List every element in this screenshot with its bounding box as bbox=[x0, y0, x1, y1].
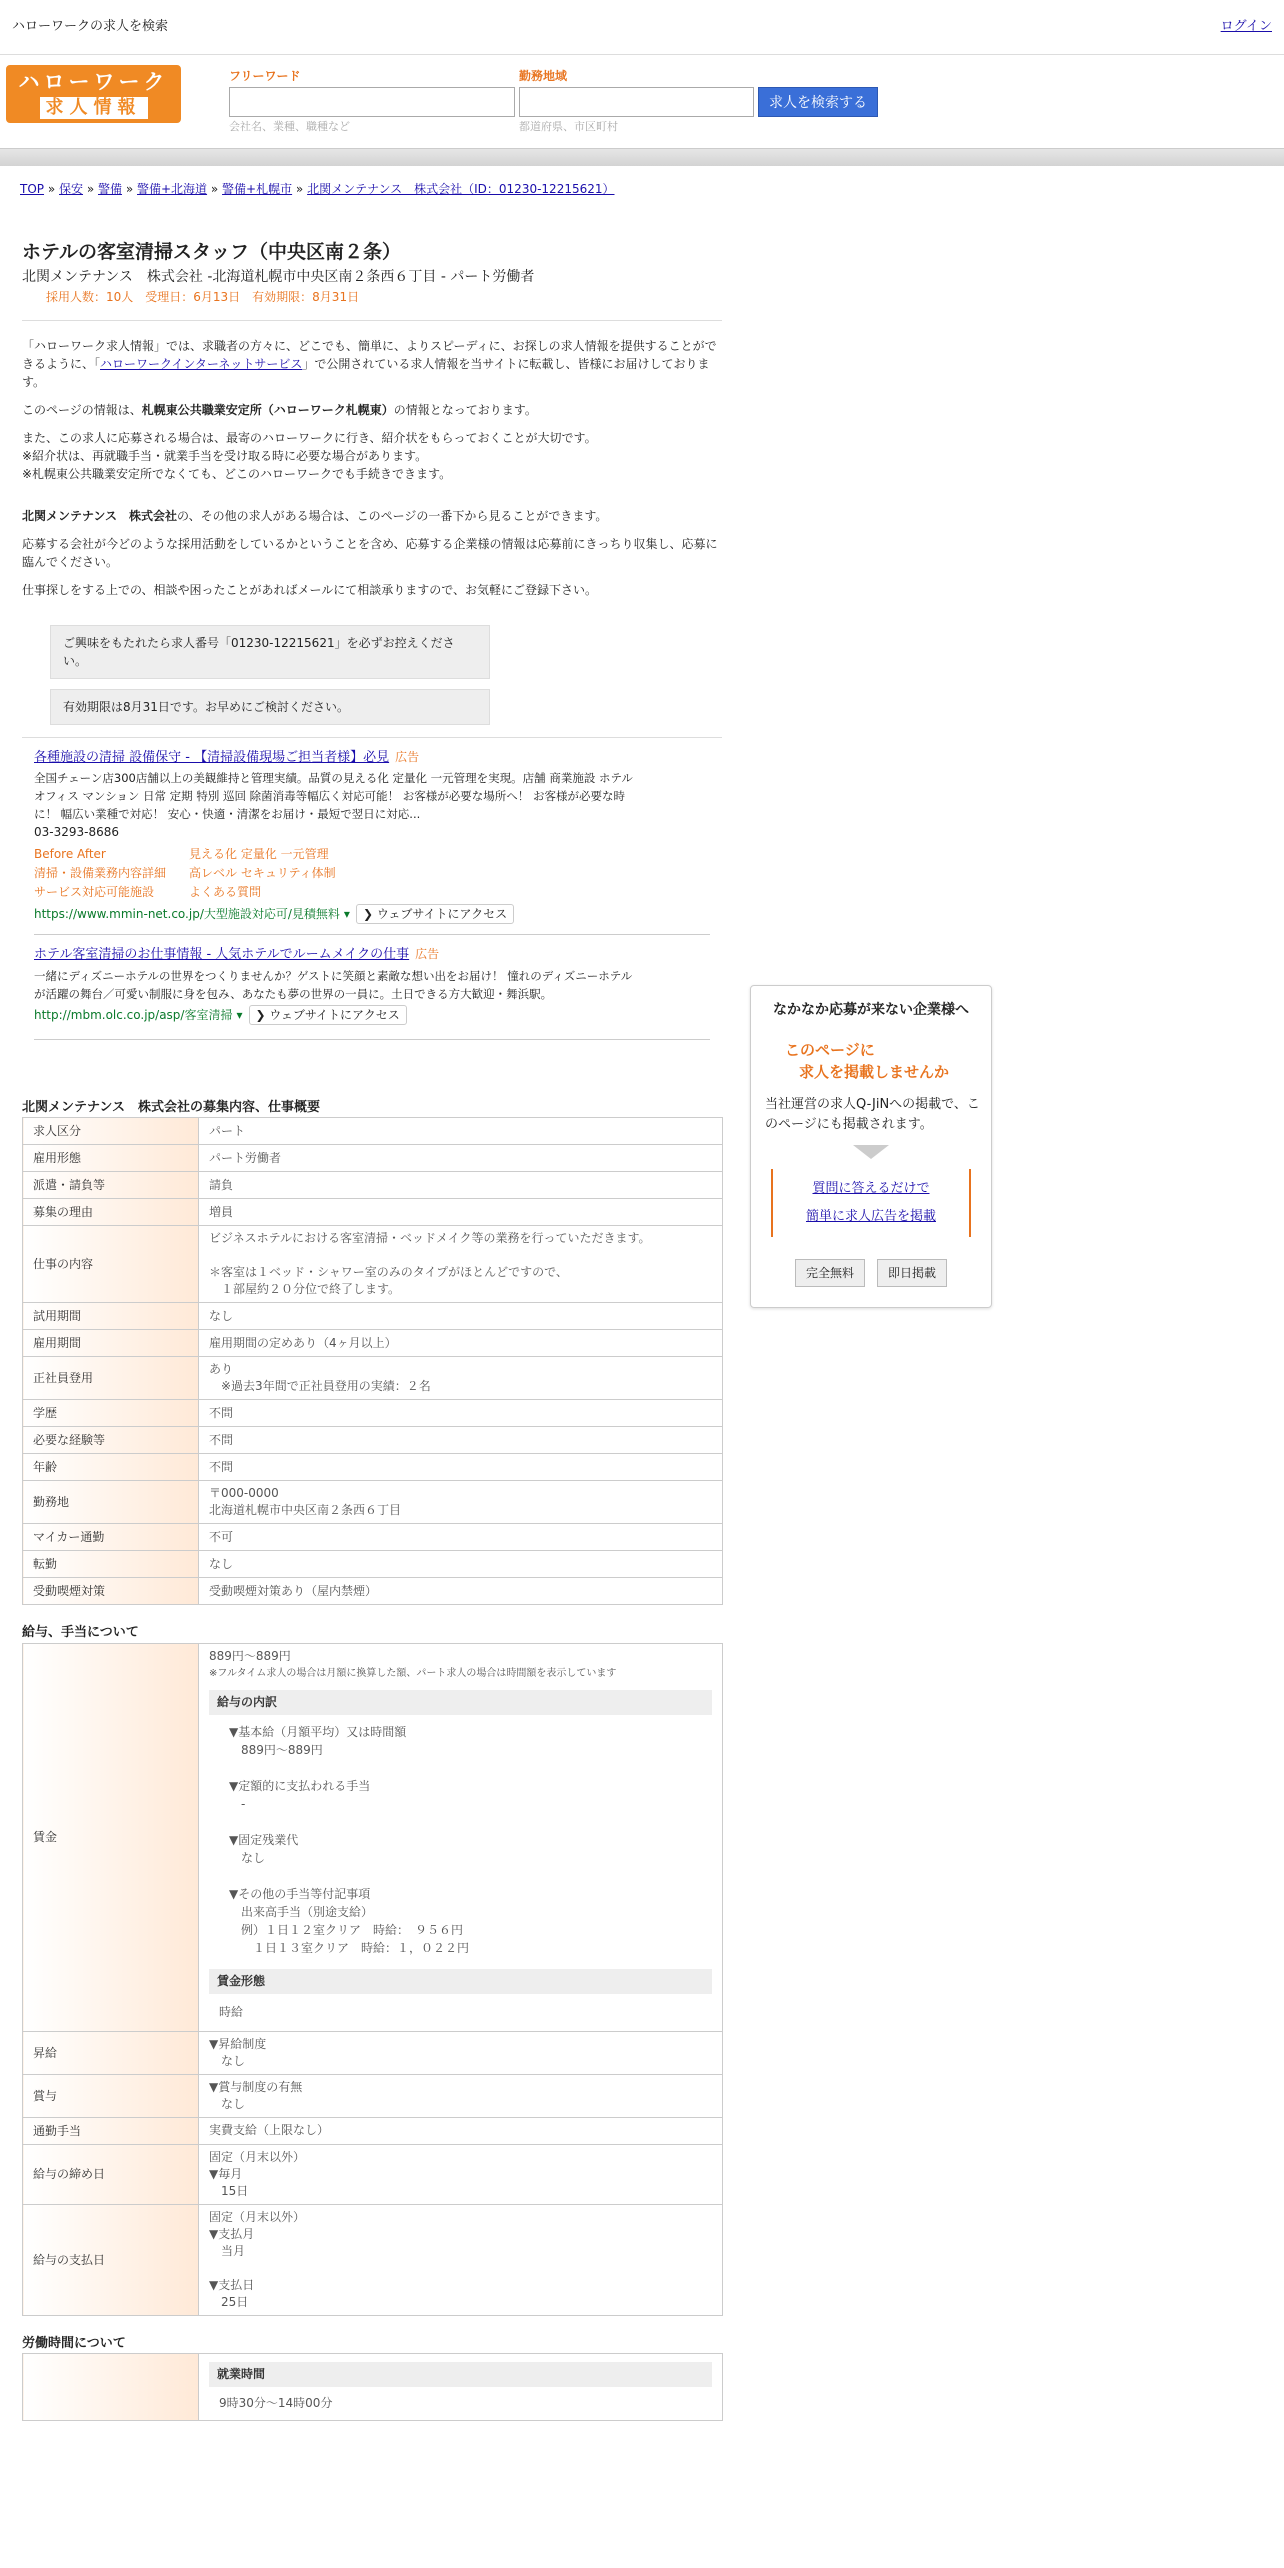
row-value: パート bbox=[199, 1118, 723, 1145]
row-header: 雇用期間 bbox=[23, 1330, 199, 1357]
table-row bbox=[23, 1199, 723, 1226]
table-row bbox=[23, 2117, 723, 2144]
promo-text: 当社運営の求人Q-JiNへの掲載で、このページにも掲載されます。 bbox=[765, 1097, 980, 1132]
row-header: マイカー通勤 bbox=[23, 1524, 199, 1551]
ad-description: 全国チェーン店300店舗以上の美観維持と管理実績。品質の見える化 定量化 一元管理を実現。店舗 商業施設 ホテル オフィス マンション 日常 定期 特別 巡回 除菌消毒等幅広く対応可能！ お客様が必要な場所へ！ お客様が必要な時に！ 幅広い業種で対応！ 安心・快適・清潔をお届け・最短で翌日に対応... bbox=[34, 771, 633, 821]
divider bbox=[34, 1039, 710, 1040]
table-row bbox=[23, 1226, 723, 1303]
table-row bbox=[23, 1357, 723, 1400]
row-header: 通勤手当 bbox=[23, 2117, 199, 2144]
header bbox=[0, 55, 1284, 147]
table-row bbox=[23, 1118, 723, 1145]
table-row bbox=[23, 1400, 723, 1427]
promo-link-questions[interactable]: 質問に答えるだけで bbox=[812, 1181, 930, 1196]
ad-url[interactable]: http://mbm.olc.co.jp/asp/客室清掃 bbox=[34, 1007, 233, 1022]
table-row bbox=[23, 1145, 723, 1172]
promo-headline: このページに 求人を掲載しませんか bbox=[785, 1041, 950, 1081]
source-paragraph: このページの情報は、札幌東公共職業安定所（ハローワーク札幌東）の情報となっております。 bbox=[22, 402, 537, 417]
row-header: 募集の理由 bbox=[23, 1199, 199, 1226]
keyword-hint: 会社名、業種、職種など bbox=[229, 120, 350, 133]
breadcrumb-item[interactable]: TOP bbox=[20, 182, 45, 196]
wage-range: 889円〜889円 bbox=[209, 1648, 291, 1663]
job-number-note: ご興味をもたれたら求人番号「01230-12215621」を必ずお控えください。 bbox=[50, 625, 490, 679]
keyword-field-group bbox=[229, 65, 515, 136]
same-day-button[interactable]: 即日掲載 bbox=[877, 1259, 947, 1287]
main-content bbox=[0, 170, 1284, 2421]
area-hint: 都道府県、市区町村 bbox=[519, 120, 618, 133]
ad-sitelink[interactable]: 高レベル セキュリティ体制 bbox=[189, 866, 336, 880]
wage-form: 時給 bbox=[219, 2004, 244, 2019]
row-header: 学歴 bbox=[23, 1400, 199, 1427]
breadcrumb-item[interactable]: 警備 bbox=[98, 182, 123, 196]
employer-promo-box bbox=[750, 985, 992, 1308]
promo-buttons bbox=[751, 1259, 991, 1287]
row-value: パート労働者 bbox=[199, 1145, 723, 1172]
breadcrumb: TOP » 保安 » 警備 » 警備+北海道 » 警備+札幌市 » 北関メンテナンス 株式会社（ID：01230-12215621） bbox=[20, 182, 615, 196]
row-header: 転勤 bbox=[23, 1551, 199, 1578]
ad-title-link[interactable]: ホテル客室清掃のお仕事情報 - 人気ホテルでルームメイクの仕事 bbox=[34, 947, 410, 962]
table-row bbox=[23, 2074, 723, 2117]
hours-heading: 就業時間 bbox=[209, 2362, 712, 2387]
row-header: 仕事の内容 bbox=[23, 1226, 199, 1303]
table-row bbox=[23, 1427, 723, 1454]
hours-first: 9時30分〜14時00分 bbox=[219, 2396, 333, 2410]
ad-sitelink[interactable]: よくある質問 bbox=[189, 885, 262, 899]
table-row bbox=[23, 1578, 723, 1605]
advice-paragraph: 応募する会社が今どのような採用活動をしているかということを含め、応募する企業様の情報は応募前にきっちり収集し、応募に臨んでください。 bbox=[22, 536, 718, 569]
row-value: 増員 bbox=[199, 1199, 723, 1226]
row-value bbox=[199, 1643, 723, 2031]
section-title-overview: 北関メンテナンス 株式会社の募集内容、仕事概要 bbox=[22, 1099, 320, 1115]
row-value: 〒000-0000 北海道札幌市中央区南２条西６丁目 bbox=[199, 1481, 723, 1524]
ad-sitelink[interactable]: Before After bbox=[34, 847, 106, 861]
divider bbox=[22, 320, 722, 321]
row-value: 固定（月末以外） ▼毎月 15日 bbox=[199, 2144, 723, 2204]
row-header: 賞与 bbox=[23, 2074, 199, 2117]
job-subtitle: 北関メンテナンス 株式会社 -北海道札幌市中央区南２条西６丁目 - パート労働者 bbox=[22, 268, 535, 285]
breadcrumb-item[interactable]: 北関メンテナンス 株式会社（ID：01230-12215621） bbox=[307, 182, 615, 196]
ad-badge: 広告 bbox=[395, 749, 420, 764]
ad-visit-button[interactable]: ❯ ウェブサイトにアクセス bbox=[356, 904, 514, 924]
section-title-hours: 労働時間について bbox=[22, 2335, 126, 2351]
row-header: 試用期間 bbox=[23, 1303, 199, 1330]
login-link[interactable]: ログイン bbox=[1220, 19, 1272, 35]
breadcrumb-item[interactable]: 警備+札幌市 bbox=[222, 182, 293, 196]
row-value: 不問 bbox=[199, 1400, 723, 1427]
row-header: 勤務地 bbox=[23, 1481, 199, 1524]
table-row bbox=[23, 1330, 723, 1357]
row-value: 固定（月末以外） ▼支払月 当月 ▼支払日 25日 bbox=[199, 2204, 723, 2315]
area-input[interactable] bbox=[519, 87, 754, 117]
row-header: 派遣・請負等 bbox=[23, 1172, 199, 1199]
breadcrumb-item[interactable]: 警備+北海道 bbox=[137, 182, 208, 196]
ad-badge: 広告 bbox=[415, 947, 440, 961]
job-meta: 採用人数：10人 受理日：6月13日 有効期限：8月31日 bbox=[46, 289, 360, 304]
wage-note: ※フルタイム求人の場合は月額に換算した額、パート求人の場合は時間額を表示しています bbox=[209, 1667, 617, 1679]
table-row bbox=[23, 1481, 723, 1524]
ad-sitelink[interactable]: 清掃・設備業務内容詳細 bbox=[34, 866, 167, 880]
row-header: 給与の支払日 bbox=[23, 2204, 199, 2315]
logo-line2: 求人情報 bbox=[40, 97, 148, 119]
row-header: 昇給 bbox=[23, 2031, 199, 2074]
row-value: 実費支給（上限なし） bbox=[199, 2117, 723, 2144]
row-value: ▼昇給制度 なし bbox=[199, 2031, 723, 2074]
table-row bbox=[23, 2354, 723, 2421]
breakdown-heading: 給与の内訳 bbox=[209, 1690, 712, 1715]
table-row bbox=[23, 1172, 723, 1199]
salary-table bbox=[22, 1643, 723, 2316]
search-button[interactable]: 求人を検索する bbox=[758, 87, 878, 117]
intro-paragraph: 「ハローワーク求人情報」では、求職者の方々に、どこでも、簡単に、よりスピーディに、お探しの求人情報を提供することができるように、「ハローワークインターネットサービス」で公開されている求人情報を当サイトに転載し、皆様にお届けしております。 bbox=[22, 338, 717, 389]
row-value: 受動喫煙対策あり（屋内禁煙） bbox=[199, 1578, 723, 1605]
hellowork-internet-link[interactable]: ハローワークインターネットサービス bbox=[100, 356, 303, 371]
area-label: 勤務地域 bbox=[519, 69, 568, 83]
row-value bbox=[199, 2354, 723, 2421]
ad-sitelink[interactable]: サービス対応可能施設 bbox=[34, 885, 155, 899]
row-header: 雇用形態 bbox=[23, 1145, 199, 1172]
overview-table bbox=[22, 1117, 723, 1605]
row-value: 不問 bbox=[199, 1427, 723, 1454]
table-row bbox=[23, 1454, 723, 1481]
row-value: あり ※過去3年間で正社員登用の実績：２名 bbox=[199, 1357, 723, 1400]
ad-visit-button[interactable]: ❯ ウェブサイトにアクセス bbox=[249, 1005, 407, 1025]
wage-form-heading: 賃金形態 bbox=[209, 1969, 712, 1994]
ad-phone[interactable]: 03-3293-8686 bbox=[34, 825, 120, 839]
row-value: 不可 bbox=[199, 1524, 723, 1551]
row-header: 必要な経験等 bbox=[23, 1427, 199, 1454]
table-row bbox=[23, 2144, 723, 2204]
other-jobs-paragraph: 北関メンテナンス 株式会社の、その他の求人がある場合は、このページの一番下から見ることができます。 bbox=[22, 508, 608, 523]
site-tagline: ハローワークの求人を検索 bbox=[12, 19, 169, 35]
ad-url[interactable]: https://www.mmin-net.co.jp/大型施設対応可/見積無料 bbox=[34, 907, 340, 921]
ad-block: 各種施設の清掃 設備保守 - 【清掃設備現場ご担当者様】必見 広告 全国チェーン店300店舗以上の美観維持と管理実績。品質の見える化 定量化 一元管理を実現。店舗 商業施設 ホテル オフィス マンション 日常 定期 特別 巡回 除菌消毒等幅広く対応可能！ お客様が必要な場所へ！ お客様が必要な時に！ 幅広い業種で対応！ 安心・快適・清潔をお届け・最短で翌日に対応... 03-3293-8686 Before After 見える化 定量化 一元管理 清掃・設備業務内容詳細 高レベル セキュリティ体制 サービス対応可能施設 よくある質問 https://www.mmin-net.co.jp/大型施設対応可/見積無料 ▾ ❯ ウェブサイトにアクセス bbox=[34, 738, 634, 935]
table-row bbox=[23, 2204, 723, 2315]
breadcrumb-item[interactable]: 保安 bbox=[59, 182, 84, 196]
area-field-group bbox=[519, 65, 754, 136]
table-row bbox=[23, 2031, 723, 2074]
consult-paragraph: 仕事探しをする上での、相談や困ったことがあればメールにて相談承りますので、お気軽にご登録下さい。 bbox=[22, 582, 598, 597]
table-row bbox=[23, 1524, 723, 1551]
row-header bbox=[23, 2354, 199, 2421]
ad-block: ホテル客室清掃のお仕事情報 - 人気ホテルでルームメイクの仕事 広告 一緒にディズニーホテルの世界をつくりませんか？ゲストに笑顔と素敵な想い出をお届け！ 憧れのディズニーホテルが活躍の舞台／可愛い制服に身を包み、あなたも夢の世界の一員に。土日できる方大歓迎・舞浜駅。 http://mbm.olc.co.jp/asp/客室清掃 ▾ ❯ ウェブサイトにアクセス bbox=[34, 935, 634, 1035]
row-value: 請負 bbox=[199, 1172, 723, 1199]
row-header: 受動喫煙対策 bbox=[23, 1578, 199, 1605]
free-button[interactable]: 完全無料 bbox=[795, 1259, 865, 1287]
row-value: 不問 bbox=[199, 1454, 723, 1481]
referral-paragraph: また、この求人に応募される場合は、最寄のハローワークに行き、紹介状をもらっておくことが大切です。 ※紹介状は、再就職手当・就業手当を受け取る時に必要な場合があります。 ※札幌東公共職業安定所でなくても、どこのハローワークでも手続きできます。 bbox=[22, 430, 597, 481]
promo-link-post[interactable]: 簡単に求人広告を掲載 bbox=[805, 1209, 936, 1224]
ad-description: 一緒にディズニーホテルの世界をつくりませんか？ゲストに笑顔と素敵な想い出をお届け！ 憧れのディズニーホテルが活躍の舞台／可愛い制服に身を包み、あなたも夢の世界の一員に。土日できる方大歓迎・舞浜駅。 bbox=[34, 968, 633, 1001]
section-title-salary: 給与、手当について bbox=[22, 1625, 139, 1640]
row-header: 給与の締め日 bbox=[23, 2144, 199, 2204]
row-value: なし bbox=[199, 1551, 723, 1578]
keyword-label: フリーワード bbox=[229, 69, 301, 83]
page-title: ホテルの客室清掃スタッフ（中央区南２条） bbox=[22, 241, 402, 263]
top-bar bbox=[0, 0, 1284, 55]
ad-title-link[interactable]: 各種施設の清掃 設備保守 - 【清掃設備現場ご担当者様】必見 bbox=[34, 749, 390, 765]
table-row bbox=[23, 1551, 723, 1578]
site-logo[interactable] bbox=[6, 65, 181, 123]
logo-line1: ハローワーク bbox=[18, 70, 169, 94]
table-row bbox=[23, 1303, 723, 1330]
hours-table bbox=[22, 2353, 723, 2421]
row-header: 年齢 bbox=[23, 1454, 199, 1481]
row-value: ビジネスホテルにおける客室清掃・ベッドメイク等の業務を行っていただきます。 ＊客室は１ベッド・シャワー室のみのタイプがほとんどですので、 １部屋約２０分位で終了します。 bbox=[199, 1226, 723, 1303]
promo-title: なかなか応募が来ない企業様へ bbox=[773, 1002, 969, 1018]
ad-sitelink[interactable]: 見える化 定量化 一元管理 bbox=[189, 847, 329, 861]
row-header: 正社員登用 bbox=[23, 1357, 199, 1400]
row-value: 雇用期間の定めあり（4ヶ月以上） bbox=[199, 1330, 723, 1357]
row-header: 求人区分 bbox=[23, 1118, 199, 1145]
table-row bbox=[23, 1643, 723, 2031]
expiry-note: 有効期限は8月31日です。お早めにご検討ください。 bbox=[50, 689, 490, 725]
header-divider bbox=[0, 148, 1284, 166]
row-value: なし bbox=[199, 1303, 723, 1330]
breakdown-text: ▼基本給（月額平均）又は時間額 889円〜889円 ▼定額的に支払われる手当 - ▼固定残業代 なし ▼その他の手当等付記事項 出来高手当（別途支給） 例）１日１２室クリア 時給： ９５６円 １日１３室クリア 時給：１，０２２円 bbox=[229, 1724, 470, 1955]
arrow-down-icon bbox=[853, 1145, 889, 1159]
promo-links bbox=[771, 1169, 971, 1237]
ad-sitelinks bbox=[34, 845, 634, 902]
keyword-input[interactable] bbox=[229, 87, 515, 117]
row-value: ▼賞与制度の有無 なし bbox=[199, 2074, 723, 2117]
row-header: 賃金 bbox=[23, 1643, 199, 2031]
